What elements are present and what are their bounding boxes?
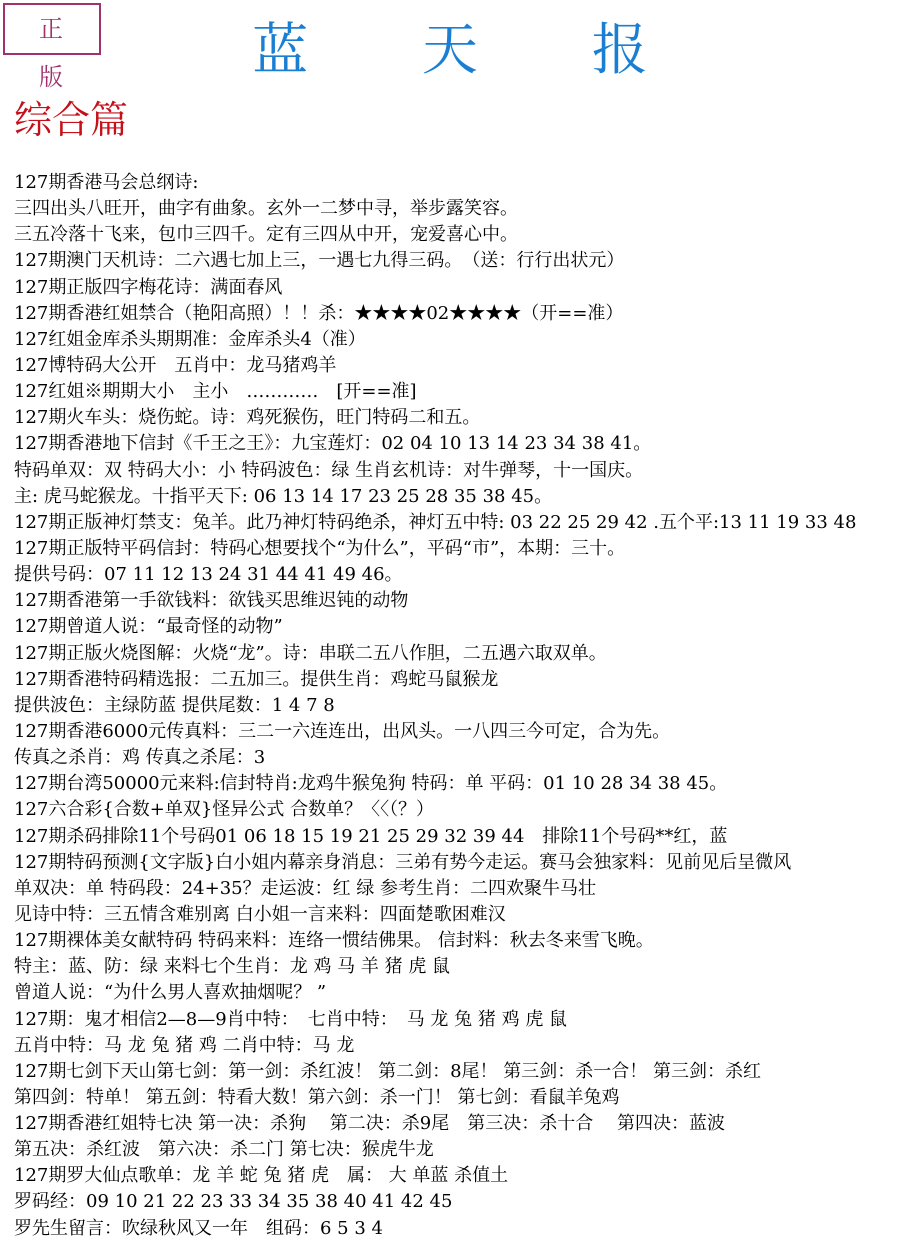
text-line: 三四出头八旺开，曲字有曲象。玄外一二梦中寻，举步露笑容。 <box>14 198 518 220</box>
text-line: 127期杀码排除11个号码01 06 18 15 19 21 25 29 32 39 44 排除11个号码**红，蓝 <box>14 825 728 847</box>
text-line: 127期罗大仙点歌单：龙 羊 蛇 兔 猪 虎 属： 大 单蓝 杀值土 <box>14 1165 509 1187</box>
text-line: 127期曾道人说：“最奇怪的动物” <box>14 616 283 638</box>
text-line: 传真之杀肖：鸡 传真之杀尾：3 <box>14 747 266 769</box>
text-line: 127期裸体美女献特码 特码来料：连络一惯结佛果。 信封料：秋去冬来雪飞晚。 <box>14 930 654 952</box>
text-line: 提供波色：主绿防蓝 提供尾数：1 4 7 8 <box>14 694 335 716</box>
text-line: 127红姐※期期大小 主小 ………… [开==准] <box>14 381 417 403</box>
article-body <box>14 170 900 1242</box>
text-line: 提供号码：07 11 12 13 24 31 44 41 49 46。 <box>14 564 403 586</box>
text-line: 127期正版火烧图解：火烧“龙”。诗：串联二五八作胆，二五遇六取双单。 <box>14 642 607 664</box>
text-line: 罗码经：09 10 21 22 23 33 34 35 38 40 41 42 45 <box>14 1191 453 1213</box>
text-line: 曾道人说：“为什么男人喜欢抽烟呢？ ” <box>14 982 327 1004</box>
text-line: 主: 虎马蛇猴龙。十指平天下: 06 13 14 17 23 25 28 35 38 45。 <box>14 485 553 507</box>
text-line: 罗先生留言：吹绿秋风又一年 组码：6 5 3 4 <box>14 1217 383 1239</box>
text-line: 127期七剑下天山第七剑：第一剑：杀红波！ 第二剑：8尾！ 第三剑：杀一合！ 第三剑：杀红 <box>14 1060 761 1082</box>
text-line: 127期香港红姐禁合（艳阳高照）！！杀：★★★★02★★★★（开==准） <box>14 302 624 324</box>
text-line: 127六合彩{合数+单双}怪异公式 合数单？〈〈（？） <box>14 799 435 821</box>
text-line: 第五决：杀红波 第六决：杀二门 第七决：猴虎牛龙 <box>14 1139 434 1161</box>
text-line: 127期香港6000元传真料：三二一六连连出，出风头。一八四三今可定，合为先。 <box>14 720 671 742</box>
text-line: 127期香港红姐特七决 第一决：杀狗 第二决：杀9尾 第三决：杀十合 第四决：蓝波 <box>14 1113 725 1135</box>
section-heading: 综合篇 <box>14 98 129 142</box>
text-line: 五肖中特：马 龙 兔 猪 鸡 二肖中特：马 龙 <box>14 1034 355 1056</box>
text-line: 127期正版神灯禁支：兔羊。此乃神灯特码绝杀，神灯五中特: 03 22 25 29 42 .五个平:13 11 19 33 48 <box>14 511 857 533</box>
text-line: 127期香港第一手欲钱料：欲钱买思维迟钝的动物 <box>14 590 409 612</box>
text-line: 127期香港地下信封《千王之王》：九宝莲灯：02 04 10 13 14 23 34 38 41。 <box>14 433 652 455</box>
text-line: 特码单双：双 特码大小：小 特码波色：绿 生肖玄机诗：对牛弹琴，十一国庆。 <box>14 459 644 481</box>
text-line: 127期：鬼才相信2—8—9肖中特： 七肖中特： 马 龙 兔 猪 鸡 虎 鼠 <box>14 1008 568 1030</box>
text-line: 127博特码大公开 五肖中：龙马猪鸡羊 <box>14 354 337 376</box>
text-line: 三五冷落十飞来，包巾三四千。定有三四从中开，宠爱喜心中。 <box>14 224 518 246</box>
text-line: 第四剑：特单！ 第五剑：特看大数！第六剑：杀一门！ 第七剑：看鼠羊兔鸡 <box>14 1086 620 1108</box>
text-line: 127期澳门天机诗：二六遇七加上三，一遇七九得三码。 （送：行行出状元） <box>14 250 625 272</box>
text-line: 127期台湾50000元来料:信封特肖:龙鸡牛猴兔狗 特码：单 平码：01 10 28 34 38 45。 <box>14 773 728 795</box>
text-line: 单双决：单 特码段：24+35？走运波：红 绿 参考生肖：二四欢聚牛马壮 <box>14 877 597 899</box>
text-line: 127期火车头：烧伤蛇。诗：鸡死猴伤，旺门特码二和五。 <box>14 407 481 429</box>
text-line: 127期香港特码精选报：二五加三。提供生肖：鸡蛇马鼠猴龙 <box>14 668 499 690</box>
text-line: 127期正版四字梅花诗：满面春风 <box>14 276 283 298</box>
text-line: 特主：蓝、防：绿 来料七个生肖：龙 鸡 马 羊 猪 虎 鼠 <box>14 956 451 978</box>
text-line: 127期香港马会总纲诗: <box>14 172 199 193</box>
text-line: 127期正版特平码信封：特码心想要找个“为什么”，平码“市”，本期：三十。 <box>14 537 626 559</box>
text-line: 127红姐金库杀头期期准：金库杀头4（准） <box>14 328 366 350</box>
edition-badge: 正 版 <box>3 3 101 55</box>
text-line: 见诗中特：三五情含难别离 白小姐一言来料：四面楚歌困难汉 <box>14 903 506 925</box>
page-title: 蓝 天 报 <box>252 18 696 83</box>
text-line: 127期特码预测{文字版}白小姐内幕亲身消息：三弟有势今走运。赛马会独家料：见前见后呈微风 <box>14 851 792 873</box>
